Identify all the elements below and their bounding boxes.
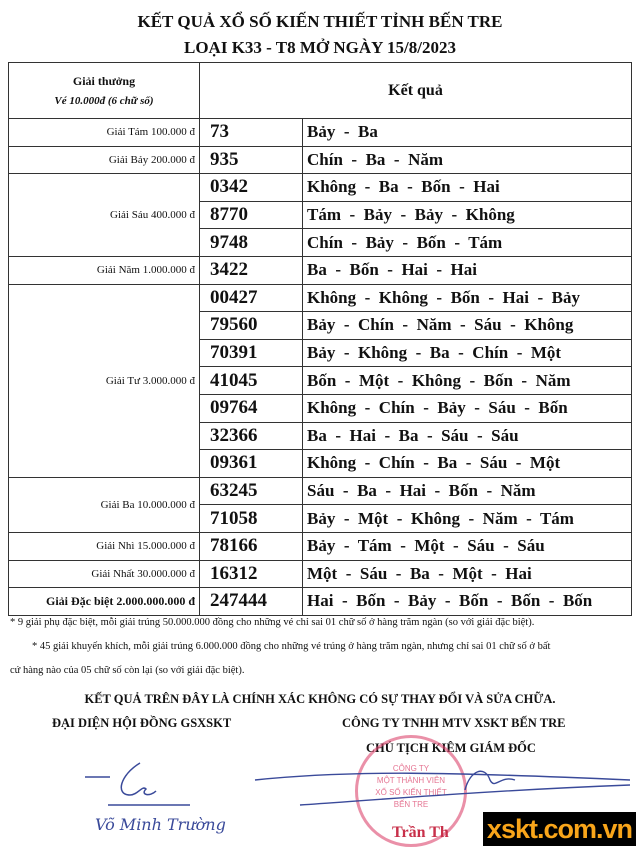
prize-name: Giải Tư 3.000.000 đ — [9, 284, 200, 477]
stamp-line: XỔ SỐ KIẾN THIẾT — [375, 788, 447, 797]
right-signer-role: CHỦ TỊCH KIÊM GIÁM ĐỐC — [366, 741, 536, 755]
note-3: cứ hàng nào của 05 chữ số còn lại (so với giải đặc biệt). — [10, 665, 245, 676]
winning-number: 00427 — [200, 284, 303, 312]
number-in-words: Bảy - Ba — [303, 119, 632, 147]
table-row — [9, 174, 632, 202]
number-in-words: Ba - Bốn - Hai - Hai — [303, 256, 632, 284]
winning-number: 8770 — [200, 201, 303, 229]
number-in-words: Bảy - Một - Không - Năm - Tám — [303, 505, 632, 533]
number-in-words: Bảy - Chín - Năm - Sáu - Không — [303, 312, 632, 340]
winning-number: 71058 — [200, 505, 303, 533]
number-in-words: Tám - Bảy - Bảy - Không — [303, 201, 632, 229]
number-in-words: Chín - Bảy - Bốn - Tám — [303, 229, 632, 257]
note-1: * 9 giải phụ đặc biệt, mỗi giải trúng 50.000.000 đồng cho những vé chỉ sai 01 chữ số ở hàng trăm ngàn (so với giải đặc biệt). — [10, 617, 535, 628]
number-in-words: Không - Ba - Bốn - Hai — [303, 174, 632, 202]
winning-number: 78166 — [200, 532, 303, 560]
stamp-line: CÔNG TY — [392, 764, 430, 773]
prize-name: Giải Bảy 200.000 đ — [9, 146, 200, 174]
winning-number: 935 — [200, 146, 303, 174]
number-in-words: Chín - Ba - Năm — [303, 146, 632, 174]
table-row — [9, 477, 632, 505]
prize-header-subtitle: Vé 10.000đ (6 chữ số) — [54, 95, 154, 107]
number-in-words: Không - Chín - Bảy - Sáu - Bốn — [303, 394, 632, 422]
winning-number: 73 — [200, 119, 303, 147]
prize-name: Giải Nhì 15.000.000 đ — [9, 532, 200, 560]
note-2: * 45 giải khuyến khích, mỗi giải trúng 6.000.000 đồng cho những vé trúng ở hàng trăm ngàn, nhưng chỉ sai 01 chữ số ở bất — [32, 641, 551, 652]
left-signer-title: ĐẠI DIỆN HỘI ĐỒNG GSXSKT — [52, 716, 232, 730]
winning-number: 16312 — [200, 560, 303, 588]
number-in-words: Bảy - Tám - Một - Sáu - Sáu — [303, 532, 632, 560]
number-in-words: Bảy - Không - Ba - Chín - Một — [303, 339, 632, 367]
prize-name: Giải Năm 1.000.000 đ — [9, 256, 200, 284]
left-signature — [80, 755, 200, 815]
winning-number: 0342 — [200, 174, 303, 202]
number-in-words: Một - Sáu - Ba - Một - Hai — [303, 560, 632, 588]
winning-number: 63245 — [200, 477, 303, 505]
document-subtitle: LOẠI K33 - T8 MỞ NGÀY 15/8/2023 — [183, 38, 456, 57]
table-row — [9, 119, 632, 147]
winning-number: 79560 — [200, 312, 303, 340]
number-in-words: Sáu - Ba - Hai - Bốn - Năm — [303, 477, 632, 505]
winning-number: 32366 — [200, 422, 303, 450]
winning-number: 09764 — [200, 394, 303, 422]
prize-name: Giải Tám 100.000 đ — [9, 119, 200, 147]
stamp-line: MỘT THÀNH VIÊN — [376, 776, 446, 785]
winning-number: 41045 — [200, 367, 303, 395]
number-in-words: Hai - Bốn - Bảy - Bốn - Bốn - Bốn — [303, 588, 632, 616]
left-signer-name: Võ Minh Trường — [95, 815, 226, 834]
table-row — [9, 588, 632, 616]
winning-number: 3422 — [200, 256, 303, 284]
prize-header — [9, 63, 200, 119]
right-signature — [250, 760, 640, 820]
table-row — [9, 532, 632, 560]
results-table — [8, 62, 632, 616]
prize-name: Giải Nhất 30.000.000 đ — [9, 560, 200, 588]
number-in-words: Không - Không - Bốn - Hai - Bảy — [303, 284, 632, 312]
table-row — [9, 256, 632, 284]
prize-name: Giải Đặc biệt 2.000.000.000 đ — [9, 588, 200, 616]
prize-header-title: Giải thưởng — [72, 74, 136, 88]
table-row — [9, 146, 632, 174]
document-title: KẾT QUẢ XỔ SỐ KIẾN THIẾT TỈNH BẾN TRE — [137, 12, 503, 31]
winning-number: 09361 — [200, 450, 303, 478]
winning-number: 70391 — [200, 339, 303, 367]
table-row — [9, 560, 632, 588]
result-header: Kết quả — [200, 63, 632, 119]
prize-name: Giải Sáu 400.000 đ — [9, 174, 200, 257]
number-in-words: Bốn - Một - Không - Bốn - Năm — [303, 367, 632, 395]
watermark-logo: xskt.com.vn — [483, 812, 636, 846]
stamp-line: BẾN TRE — [393, 800, 429, 809]
number-in-words: Ba - Hai - Ba - Sáu - Sáu — [303, 422, 632, 450]
statement: KẾT QUẢ TRÊN ĐÂY LÀ CHÍNH XÁC KHÔNG CÓ SỰ THAY ĐỔI VÀ SỬA CHỮA. — [84, 692, 556, 706]
winning-number: 247444 — [200, 588, 303, 616]
prize-name: Giải Ba 10.000.000 đ — [9, 477, 200, 532]
right-signer-title: CÔNG TY TNHH MTV XSKT BẾN TRE — [342, 716, 566, 730]
number-in-words: Không - Chín - Ba - Sáu - Một — [303, 450, 632, 478]
winning-number: 9748 — [200, 229, 303, 257]
right-signer-name: Trần Th — [392, 824, 449, 841]
table-row — [9, 284, 632, 312]
